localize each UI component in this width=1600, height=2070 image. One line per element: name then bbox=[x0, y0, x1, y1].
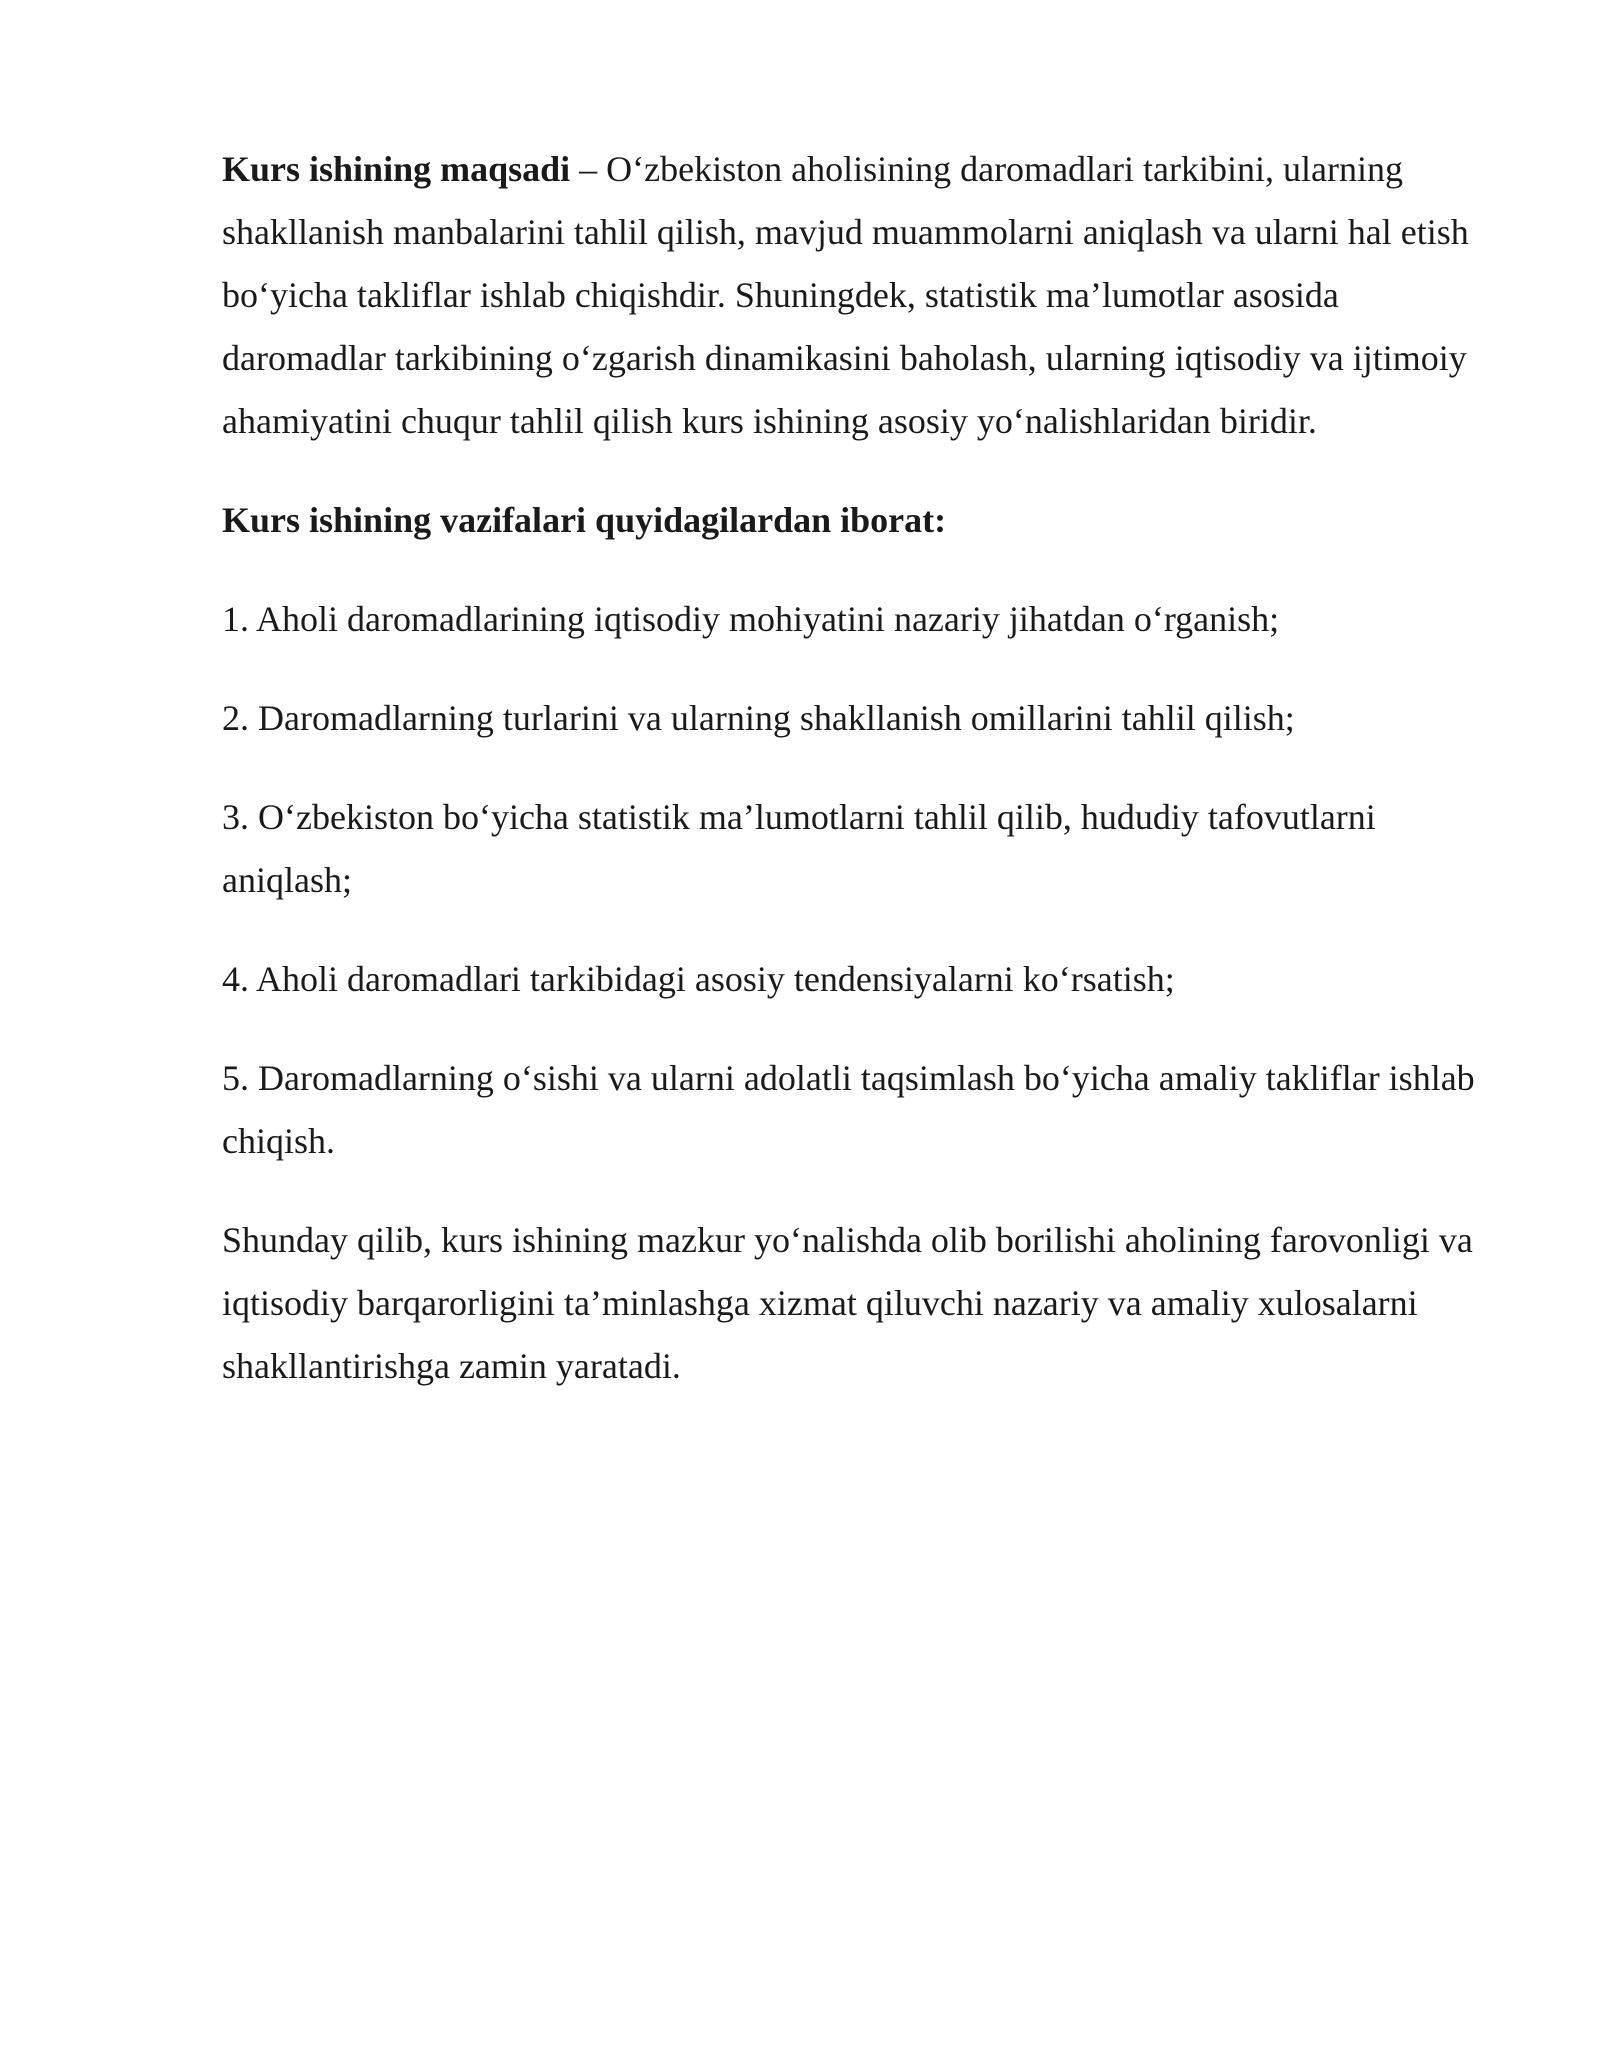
document-page bbox=[222, 138, 1502, 1434]
intro-text: – O‘zbekiston aholisining daromadlari tarkibini, ularning shakllanish manbalarini tahlil qilish, mavjud muammolarni aniqlash va ularni hal etish bo‘yicha takliflar ishlab chiqishdir. Shuningdek, statistik ma’lumotlar asosida daromadlar tarkibining o‘zgarish dinamikasini baholash, ularning iqtisodiy va ijtimoiy ahamiyatini chuqur tahlil qilish kurs ishining asosiy yo‘nalishlaridan biridir. bbox=[222, 149, 1469, 441]
intro-lead: Kurs ishining maqsadi bbox=[222, 149, 571, 189]
intro-paragraph bbox=[222, 138, 1502, 453]
task-item-4: 4. Aholi daromadlari tarkibidagi asosiy tendensiyalarni ko‘rsatish; bbox=[222, 959, 1175, 999]
task-item-1: 1. Aholi daromadlarining iqtisodiy mohiyatini nazariy jihatdan o‘rganish; bbox=[222, 599, 1280, 639]
task-item-5: 5. Daromadlarning o‘sishi va ularni adolatli taqsimlash bo‘yicha amaliy takliflar ishlab chiqish. bbox=[222, 1058, 1475, 1161]
tasks-heading: Kurs ishining vazifalari quyidagilardan iborat: bbox=[222, 500, 947, 540]
task-item-3: 3. O‘zbekiston bo‘yicha statistik ma’lumotlarni tahlil qilib, hududiy tafovutlarni aniqlash; bbox=[222, 797, 1376, 900]
task-item-2: 2. Daromadlarning turlarini va ularning shakllanish omillarini tahlil qilish; bbox=[222, 698, 1295, 738]
conclusion-paragraph: Shunday qilib, kurs ishining mazkur yo‘nalishda olib borilishi aholining farovonligi va iqtisodiy barqarorligini ta’minlashga xizmat qiluvchi nazariy va amaliy xulosalarni shakllantirishga zamin yaratadi. bbox=[222, 1220, 1473, 1386]
